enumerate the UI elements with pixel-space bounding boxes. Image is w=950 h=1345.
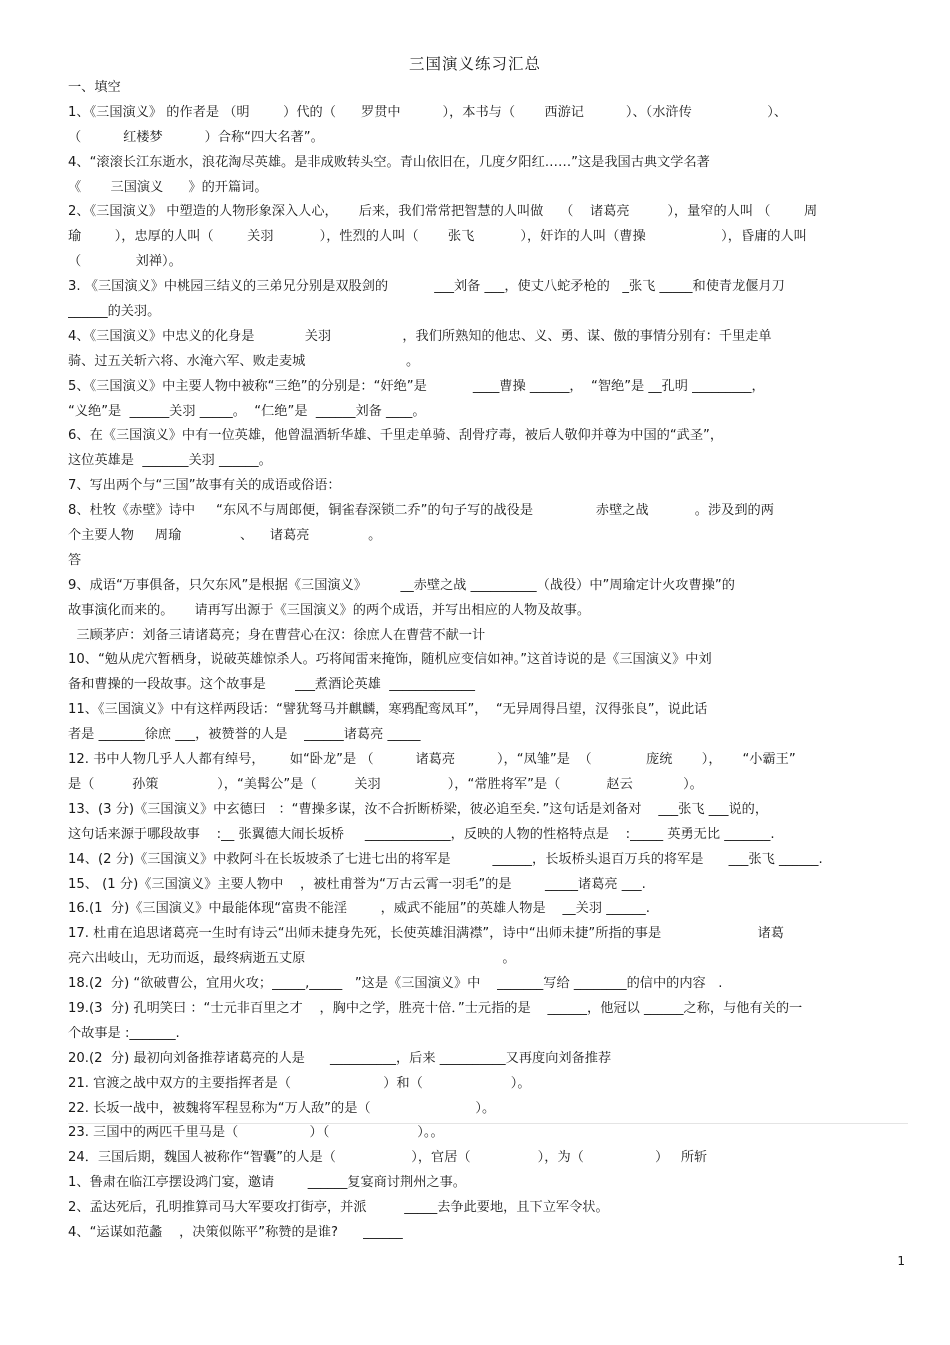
text-line: 1、鲁肃在临江亭摆设鸿门宴，邀请 ______复宴商讨荆州之事。 (68, 1175, 466, 1191)
text-line: 亮六出岐山，无功而返，最终病逝五丈原 。 (68, 951, 516, 967)
text-line: 24．三国后期，魏国人被称作“智囊”的人是（ ），官居（ ），为（ ） 所斩 (68, 1150, 708, 1166)
text-line: 7、写出两个与“三国”故事有关的成语或俗语： (68, 478, 341, 494)
text-line: 5、《三国演义》中主要人物中被称“三绝”的分别是：“奸绝”是 ____曹操 ______， “智绝”是 __孔明 _________， (68, 378, 765, 394)
text-line: 这位英雄是 _______关羽 ______。 (68, 453, 272, 469)
text-line: 6、在《三国演义》中有一位英雄，他曾温酒斩华雄、千里走单骑、刮骨疗毒，被后人敬仰并尊为中国的“武圣”， (68, 428, 724, 444)
text-line: 是（ 孙策 ），“美髯公”是（ 关羽 ），“常胜将军”是（ 赵云 ）。 (68, 776, 703, 792)
text-line: （ 红楼梦 ）合称“四大名著”。 (68, 129, 324, 145)
text-line: 瑜 ），忠厚的人叫（ 关羽 ），性烈的人叫（ 张飞 ），奸诈的人叫（曹操 ），昏庸的人叫 (68, 229, 807, 245)
text-line: 1、《三国演义》 的作者是 （明 ）代的（ 罗贯中 ），本书与（ 西游记 ）、（水浒传 ）、 (68, 104, 788, 120)
text-line: 10、“勉从虎穴暂栖身，说破英雄惊杀人。巧将闻雷来掩饰，随机应变信如神。”这首诗说的是《三国演义》中刘 (68, 652, 712, 668)
text-line: 个故事是 :_______. (68, 1025, 180, 1041)
text-line: 答 (68, 552, 82, 568)
text-line: 这句话来源于哪段故事 :__ 张翼德大闹长坂桥 _____________，反映的人物的性格特点是 :_____ 英勇无比 _______. (68, 826, 775, 842)
text-line: 13、(3 分)《三国演义》中玄德曰 ：“曹操多谋，汝不合折断桥梁，彼必追至矣．”这句话是刘备对 ___张飞 ___说的， (68, 801, 769, 817)
text-line: 8、杜牧《赤壁》诗中 “东风不与周郎便，铜雀春深锁二乔”的句子写的战役是 赤壁之战 。涉及到的两 (68, 503, 774, 519)
text-line: 11、《三国演义》中有这样两段话：“譬犹驽马并麒麟，寒鸦配鸾凤耳”， “无异周得吕望，汉得张良”，说此话 (68, 702, 708, 718)
text-line: 14、(2 分)《三国演义》中救阿斗在长坂坡杀了七进七出的将军是 ______，长坂桥头退百万兵的将军是 ___张飞 ______. (68, 851, 823, 867)
text-line: 故事演化而来的。 请再写出源于《三国演义》的两个成语，并写出相应的人物及故事。 (68, 602, 591, 618)
text-line: 9、成语“万事俱备，只欠东风”是根据《三国演义》 __赤壁之战 __________（战役）中”周瑜定计火攻曹操”的 (68, 577, 735, 593)
text-line: 22. 长坂一战中，被魏将军程昱称为“万人敌”的是（ ）。 (68, 1100, 496, 1116)
text-line: 《 三国演义 》的开篇词。 (68, 179, 268, 195)
text-line: 3. 《三国演义》中桃园三结义的三弟兄分别是双股剑的 ___刘备 ___，使丈八蛇矛枪的 _张飞 _____和使青龙偃月刀 (68, 279, 785, 295)
text-line: 20.(2 分) 最初向刘备推荐诸葛亮的人是 __________，后来 __________又再度向刘备推荐 (68, 1050, 612, 1066)
text-line: 17. 杜甫在追思诸葛亮一生时有诗云“出师未捷身先死，长使英雄泪满襟”，诗中“出师未捷”所指的事是 诸葛 (68, 926, 784, 942)
text-line: 18.(2 分) “欲破曹公，宜用火攻；_____,_____ ”这是《三国演义》中 _______写给 ________的信中的内容 . (68, 976, 723, 992)
text-line: 一、填空 (68, 80, 121, 95)
text-line: 三顾茅庐：刘备三请诸葛亮；身在曹营心在汉：徐庶人在曹营不献一计 (68, 627, 486, 643)
text-line: 15、 (1 分)《三国演义》主要人物中 ，被杜甫誉为“万古云霄一羽毛”的是 _____诸葛亮 ___. (68, 876, 646, 892)
text-line: ______的关羽。 (68, 304, 161, 320)
text-line: “义绝”是 ______关羽 _____。 “仁绝”是 ______刘备 ____。 (68, 403, 426, 419)
text-line: 12. 书中人物几乎人人都有绰号， 如“卧龙”是 （ 诸葛亮 ），“凤雏”是 （ 庞统 ）， “小霸王” (68, 752, 796, 768)
text-line: 19.(3 分) 孔明笑曰 ：“士元非百里之才 ，胸中之学，胜亮十倍．”士元指的是 ______，他冠以 ______之称，与他有关的一 (68, 1000, 803, 1016)
text-line: 4、《三国演义》中忠义的化身是 关羽 ，我们所熟知的他忠、义、勇、谋、傲的事情分别有：千里走单 (68, 328, 772, 344)
divider (68, 1123, 908, 1124)
text-line: 4、“运谋如范蠡 ，决策似陈平”称赞的是谁? ______ (68, 1224, 403, 1240)
page-number: 1 (897, 1254, 905, 1268)
text-line: 21. 官渡之战中双方的主要指挥者是（ ）和（ ）。 (68, 1075, 531, 1091)
text-line: 个主要人物 周瑜 、 诸葛亮 。 (68, 528, 382, 544)
text-line: 备和曹操的一段故事。这个故事是 ___煮酒论英雄 _____________ (68, 677, 475, 693)
text-line: 2、孟达死后，孔明推算司马大军要攻打街亭，并派 _____去争此要地，且下立军令状。 (68, 1200, 609, 1216)
text-line: （ 刘禅）。 (68, 254, 182, 270)
text-line: 者是 _______徐庶 ___，被赞誉的人是 ______诸葛亮 _____ (68, 727, 421, 743)
exercise-lines (68, 76, 908, 1246)
page-title: 三国演义练习汇总 (408, 55, 541, 73)
text-line: 骑、过五关斩六将、水淹六军、败走麦城 。 (68, 353, 420, 369)
text-line: 4、“滚滚长江东逝水，浪花淘尽英雄。是非成败转头空。青山依旧在，几度夕阳红……”这是我国古典文学名著 (68, 154, 710, 170)
text-line: 2、《三国演义》 中塑造的人物形象深入人心， 后来，我们常常把智慧的人叫做 （ 诸葛亮 ），量窄的人叫 （ 周 (68, 204, 818, 220)
text-line: 23. 三国中的两匹千里马是（ ）（ ）。。 (68, 1125, 444, 1141)
text-line: 16.(1 分)《三国演义》中最能体现“富贵不能淫 ，威武不能屈”的英雄人物是 __关羽 ______. (68, 901, 650, 917)
